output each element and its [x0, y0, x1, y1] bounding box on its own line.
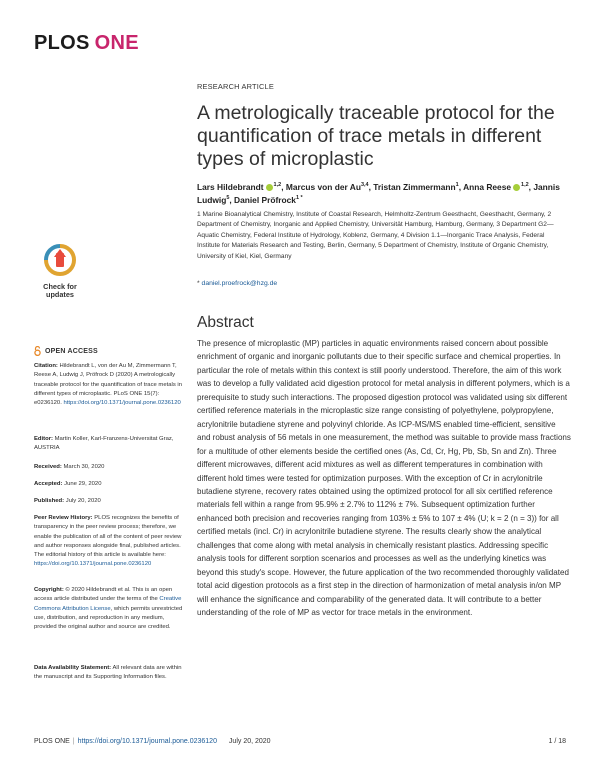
accepted-block: [34, 480, 184, 489]
author-name[interactable]: Lars Hildebrandt: [197, 182, 264, 192]
data-availability-label: Data Availability Statement:: [34, 665, 112, 671]
author-affil-sup: 1: [455, 182, 459, 189]
accepted-date: June 29, 2020: [64, 481, 102, 487]
affiliations: 1 Marine Bioanalytical Chemistry, Institute of Coastal Research, Helmholtz-Zentrum Geesthacht, Geesthacht, Germany, 2 Department of Chemistry, Inorganic and Applied Chemistry, Universität Hamburg, Hamburg, Germany, 3 Department G2—Aquatic Chemistry, Federal Institute of Hydrology, Koblenz, Germany, 4 Division 1.1—Inorganic Trace Analysis, Federal Institute for Materials Research and Testing, Berlin, Germany, 5 Department of Chemistry, Institute of Organic Chemistry, University of Kiel, Kiel, Germany: [197, 211, 554, 260]
logo-plos: PLOS: [34, 32, 90, 54]
editor-text: Martin Koller, Karl-Franzens-Universitat Graz, AUSTRIA: [34, 436, 174, 452]
author-affil-sup: 1 *: [295, 194, 303, 201]
open-access-label: OPEN ACCESS: [45, 347, 98, 355]
author-affil-sup: 3,4: [360, 182, 369, 189]
author-name[interactable]: Marcus von der Au: [285, 182, 361, 192]
published-label: Published:: [34, 498, 65, 504]
check-updates-line2: updates: [46, 290, 74, 299]
author-name[interactable]: Jannis Ludwig: [197, 182, 560, 205]
footer-journal: PLOS ONE: [34, 738, 70, 745]
editor-label: Editor:: [34, 436, 53, 442]
author-affil-sup: 1,2: [521, 182, 529, 189]
peer-review-link[interactable]: https://doi.org/10.1371/journal.pone.0236120: [34, 561, 152, 568]
received-date: March 30, 2020: [63, 464, 105, 470]
check-updates-line1: Check for: [43, 282, 77, 291]
copyright-text: © 2020 Hildebrandt et al. This is an open access article distributed under the terms of the: [34, 587, 173, 603]
logo-one: ONE: [94, 32, 139, 54]
author-list: Lars Hildebrandt $^{1,2}$, Marcus von der Au$^{3,4}$, Tristan Zimmermann$^1$, Anna Reese $^{1,2}$, Jannis Ludwig$^5$, Daniel Pröfrock$^{1 *}$: [197, 182, 560, 205]
page-footer: [34, 738, 566, 745]
footer-date: July 20, 2020: [228, 738, 271, 745]
copyright-label: Copyright:: [34, 587, 64, 593]
footer-page-number: 1 / 18: [548, 738, 566, 745]
citation-text: Hildebrandt L, von der Au M, Zimmermann T, Reese A, Ludwig J, Pröfrock D (2020) A metrologically traceable protocol for the quantification of trace metals in different types of microplastic. PLoS ONE 15(7): e0236120.: [34, 363, 183, 407]
corresponding-star: *: [197, 280, 200, 287]
copyright-block: [34, 586, 184, 632]
footer-left: PLOS ONE | https://doi.org/10.1371/journal.pone.0236120 July 20, 2020: [34, 738, 271, 745]
footer-doi-link[interactable]: https://doi.org/10.1371/journal.pone.0236120: [77, 738, 217, 745]
corresponding-author: [197, 280, 277, 287]
data-availability-block: [34, 664, 184, 683]
peer-review-block: [34, 514, 184, 570]
peer-review-text: PLOS recognizes the benefits of transparency in the peer review process; therefore, we enable the publication of all of the content of peer review and author responses alongside final, published articles. The editorial history of this article is available here:: [34, 515, 182, 559]
published-block: [34, 497, 184, 506]
published-date: July 20, 2020: [65, 498, 101, 504]
received-block: [34, 463, 184, 472]
received-label: Received:: [34, 464, 62, 470]
data-availability-text: All relevant data are within the manuscript and its Supporting Information files.: [34, 665, 182, 681]
accepted-label: Accepted:: [34, 481, 63, 487]
author-name[interactable]: Daniel Pröfrock: [234, 194, 296, 205]
citation-doi-link[interactable]: https://doi.org/10.1371/journal.pone.0236120: [63, 400, 181, 407]
editor-block: [34, 435, 184, 454]
article-type-label: RESEARCH ARTICLE: [197, 82, 274, 91]
author-name[interactable]: Anna Reese: [463, 182, 512, 192]
license-link[interactable]: Creative Commons Attribution License: [34, 596, 182, 612]
abstract-heading: Abstract: [197, 314, 254, 331]
copyright-text-2: , which permits unrestricted use, distribution, and reproduction in any medium, provided the original author and source are credited.: [34, 605, 183, 631]
check-updates-label: [35, 283, 85, 299]
check-updates-icon: [35, 244, 85, 276]
citation-block: [34, 362, 184, 408]
citation-label: Citation:: [34, 363, 58, 369]
peer-review-label: Peer Review History:: [34, 515, 93, 521]
author-affil-sup: 1,2: [273, 182, 282, 189]
author-name[interactable]: Tristan Zimmermann: [373, 182, 456, 192]
orcid-icon[interactable]: [266, 184, 273, 191]
check-for-updates-badge[interactable]: [35, 244, 85, 300]
abstract-text: The presence of microplastic (MP) particles in aquatic environments raised concern about possible enrichment of organic and inorganic pollutants due to their specific surface and chemical properties. In particular the role of metals within this context is still poorly understood. Therefore, the aim of this work was to develop a fully validated acid digestion protocol for metal analysis in different polymers, which is a prerequisite to study such interactions. The proposed digestion protocol was validated using six different certified reference materials in the microplastic size range consisting of polyethylene, polypropylene, acrylonitrile butadiene styrene and polyvinyl chloride. As ICP-MS/MS enabled time-efficient, sensitive and robust analysis of 56 metals in one measurement, the method was suitable to provide mass fractions for a multitude of other elements beside the certified ones (As, Cd, Cr, Hg, Pb, Sb, Sn and Zn). Three different microwaves, different acid mixtures as well as different temperatures in combination with different hold times were tested for optimization purposes. With the exception of Cr in acrylonitrile butadiene styrene, recovery rates obtained using the optimized protocol for all six certified reference materials fell within a range from 95.9% ± 2.7% to 112% ± 7%. Subsequent optimization further enhanced both precision and recoveries ranging from 103% ± 5% to 107 ± 4% (U; k = 2 (n = 3)) for all certified metals (incl. Cr) in acrylonitrile butadiene styrene. The results clearly show the analytical challenges that come along with metal analysis in chemically resistant plastics. Addressing specific analysis tools for different sorption scenarios and processes as well as the underlying kinetics was beyond this study's scope. However, the future application of the two recommended thoroughly validated total acid digestion protocols as a first step in the direction of harmonization of metal analysis in/on MP will enhance the significance and comparability of the generated data. It will contribute to a better understanding of the role of MP as vector for trace metals in the environment.: [197, 339, 571, 618]
open-lock-icon: [34, 346, 41, 356]
article-title: A metrologically traceable protocol for the quantification of trace metals in different types of microplastic: [197, 102, 555, 170]
orcid-icon[interactable]: [513, 184, 520, 191]
author-affil-sup: 5: [226, 194, 230, 201]
corresponding-email-link[interactable]: daniel.proefrock@hzg.de: [201, 280, 278, 287]
open-access-badge: [34, 346, 98, 356]
journal-logo[interactable]: [34, 32, 139, 55]
